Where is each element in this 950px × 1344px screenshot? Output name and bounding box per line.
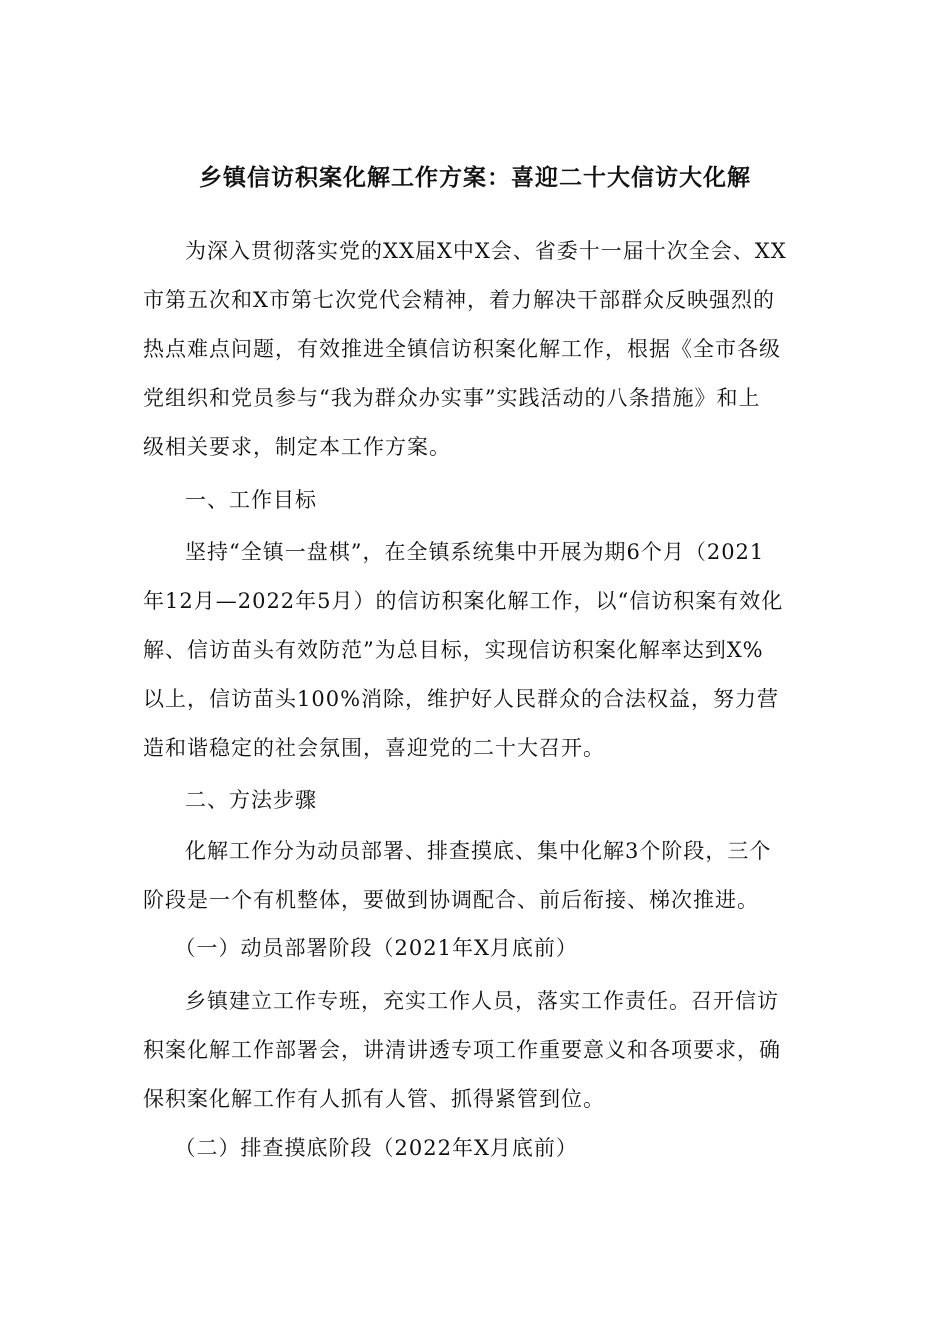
intro-line: 级相关要求，制定本工作方案。 <box>143 435 451 459</box>
stage1-paragraph <box>143 977 807 1124</box>
steps-line: 阶段是一个有机整体，要做到协调配合、前后衔接、梯次推进。 <box>143 888 759 912</box>
document-title: 乡镇信访积案化解工作方案：喜迎二十大信访大化解 <box>199 164 751 191</box>
steps-paragraph <box>143 827 807 925</box>
stage1-heading: （一）动员部署阶段（2021年X月底前） <box>174 936 578 960</box>
goals-line: 解、信访苗头有效防范”为总目标，实现信访积案化解率达到X% <box>143 638 764 662</box>
intro-line: 热点难点问题，有效推进全镇信访积案化解工作，根据《全市各级 <box>143 337 781 361</box>
goals-line: 年12月—2022年5月）的信访积案化解工作，以“信访积案有效化 <box>143 589 784 613</box>
intro-paragraph <box>143 227 807 472</box>
stage1-line: 保积案化解工作有人抓有人管、抓得紧管到位。 <box>143 1087 605 1111</box>
intro-line: 党组织和党员参与“我为群众办实事”实践活动的八条措施》和上 <box>143 386 761 410</box>
stage2-heading: （二）排查摸底阶段（2022年X月底前） <box>174 1136 578 1160</box>
goals-paragraph <box>143 528 807 773</box>
stage1-line: 积案化解工作部署会，讲清讲透专项工作重要意义和各项要求，确 <box>143 1038 781 1062</box>
intro-line: 市第五次和X市第七次党代会精神，着力解决干部群众反映强烈的 <box>143 288 775 312</box>
goals-line: 以上，信访苗头100%消除，维护好人民群众的合法权益，努力营 <box>143 687 780 711</box>
stage1-line: 乡镇建立工作专班，充实工作人员，落实工作责任。召开信访 <box>185 989 779 1013</box>
steps-line: 化解工作分为动员部署、排查摸底、集中化解3个阶段，三个 <box>185 839 772 863</box>
goals-line: 坚持“全镇一盘棋”，在全镇系统集中开展为期6个月（2021 <box>185 540 765 564</box>
section-heading-goals: 一、工作目标 <box>185 488 317 512</box>
goals-line: 造和谐稳定的社会氛围，喜迎党的二十大召开。 <box>143 736 605 760</box>
section-heading-steps: 二、方法步骤 <box>185 788 317 812</box>
intro-line: 为深入贯彻落实党的XX届X中X会、省委十一届十次全会、XX <box>185 239 787 263</box>
